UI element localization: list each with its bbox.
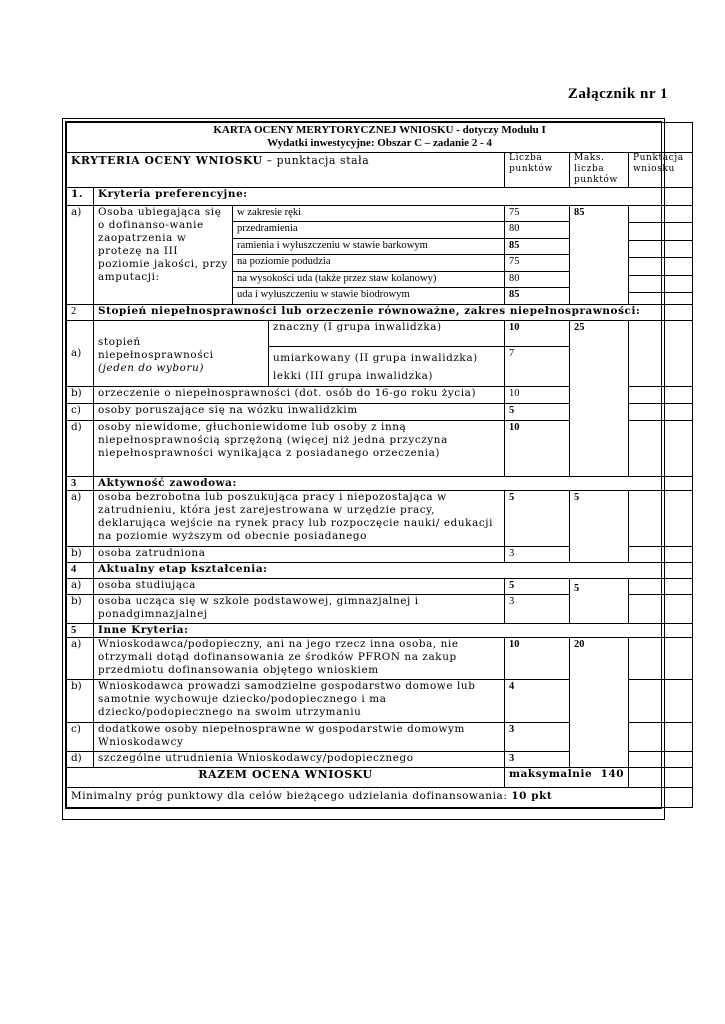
s4-a: osoba studiująca: [94, 579, 505, 595]
s1-a-label: a): [67, 206, 94, 305]
section-2-title: Stopień niepełnosprawności lub orzeczenie równoważne, zakres niepełnosprawności:: [94, 305, 693, 321]
s5-c-score[interactable]: [629, 723, 693, 752]
score-header: Punktacja wniosku: [629, 153, 693, 188]
section-4-number: 4: [67, 563, 94, 579]
s2-d-label: d): [67, 421, 94, 477]
section-2-header: [67, 305, 693, 321]
s3-max: 5: [570, 491, 629, 563]
s5-a-pts: 10: [505, 638, 570, 680]
s2-a-row-1: [67, 321, 693, 347]
s4-a-pts: 5: [505, 579, 570, 595]
s1-opt-6: uda i wyłuszczeniu w stawie biodrowym: [233, 288, 505, 305]
s1-opt-5-pts: 80: [505, 272, 570, 288]
s5-c-label: c): [67, 723, 94, 752]
s2-a1: znaczny (I grupa inwalidzka): [269, 321, 505, 347]
s1-score[interactable]: [629, 206, 693, 305]
s5-b-score[interactable]: [629, 680, 693, 723]
s1-opt-4-pts: 75: [505, 255, 570, 272]
total-score[interactable]: [629, 768, 693, 788]
s2-a1-pts: 10: [505, 321, 570, 347]
s5-a: Wnioskodawca/podopieczny, ani na jego rzecz inna osoba, nie otrzymali dotąd dofinansowania ze środków PFRON na zakup przedmiotu dofinansowania objętego wnioskiem: [94, 638, 505, 680]
section-3-header: [67, 477, 693, 491]
section-5-title: Inne Kryteria:: [94, 624, 693, 638]
s3-b-pts: 3: [505, 547, 570, 563]
section-3-number: 3: [67, 477, 94, 491]
s2-a-label: a): [67, 321, 94, 387]
s1-opt-5: na wysokości uda (także przez staw kolanowy): [233, 272, 505, 288]
s4-max: 5: [570, 579, 629, 624]
evaluation-card: [65, 121, 684, 809]
s2-b: orzeczenie o niepełnosprawności (dot. osób do 16-go roku życia): [94, 387, 505, 404]
footer-text: Minimalny próg punktowy dla celów bieżącego udzielania dofinansowania:: [71, 790, 512, 802]
s5-d-label: d): [67, 752, 94, 768]
s1-opt-4: na poziomie podudzia: [233, 255, 505, 272]
section-1-title: Kryteria preferencyjne:: [94, 188, 693, 206]
header-row: [67, 153, 693, 188]
s3-b: osoba zatrudniona: [94, 547, 505, 563]
card-title-line1: KARTA OCENY MERYTORYCZNEJ WNIOSKU - dotyczy Modułu I: [213, 124, 546, 136]
s1-row-1: [67, 206, 693, 222]
s3-a-label: a): [67, 491, 94, 547]
s4-b: osoba ucząca się w szkole podstawowej, gimnazjalnej i ponadgimnazjalnej: [94, 595, 505, 624]
evaluation-table: [66, 122, 693, 808]
section-4-title: Aktualny etap kształcenia:: [94, 563, 693, 579]
s5-a-row: [67, 638, 693, 680]
criteria-header-bold: KRYTERIA OCENY WNIOSKU: [71, 154, 263, 167]
footer-value: 10 pkt: [511, 790, 553, 802]
s3-a-row: [67, 491, 693, 547]
criteria-header-rest: – punktacja stała: [262, 154, 370, 167]
s2-a-desc-cell: [94, 321, 269, 387]
s4-b-label: b): [67, 595, 94, 624]
total-label: RAZEM OCENA WNIOSKU: [67, 768, 505, 788]
s2-c-pts: 5: [505, 404, 570, 421]
total-row: [67, 768, 693, 788]
section-1-header: [67, 188, 693, 206]
s4-a-score[interactable]: [629, 579, 693, 595]
s1-opt-1-pts: 75: [505, 206, 570, 222]
s5-max: 20: [570, 638, 629, 768]
s5-c-pts: 3: [505, 723, 570, 752]
s2-a23-cell: [269, 347, 505, 387]
section-2-number: 2: [67, 305, 94, 321]
section-4-header: [67, 563, 693, 579]
s1-opt-3-pts: 85: [505, 239, 570, 255]
s2-c-score[interactable]: [629, 404, 693, 421]
s1-a-desc: Osoba ubiegająca się o dofinanso-wanie zaopatrzenia w protezę na III poziomie jakości, przy amputacji:: [94, 206, 233, 305]
footer-row: [67, 788, 693, 808]
s2-b-pts: 10: [505, 387, 570, 404]
s2-d-score[interactable]: [629, 421, 693, 477]
s2-a-desc: stopień niepełnosprawności: [98, 336, 214, 361]
card-title-line2: Wydatki inwestycyjne: Obszar C – zadanie 2 - 4: [267, 137, 492, 149]
s2-a23-pts: 7: [505, 347, 570, 387]
s2-d-pts: 10: [505, 421, 570, 477]
s4-b-pts: 3: [505, 595, 570, 624]
s5-c: dodatkowe osoby niepełnosprawne w gospodarstwie domowym Wnioskodawcy: [94, 723, 505, 752]
s2-a-score[interactable]: [629, 321, 693, 387]
s2-b-label: b): [67, 387, 94, 404]
s5-b: Wnioskodawca prowadzi samodzielne gospodarstwo domowe lub samotnie wychowuje dziecko/podopiecznego i ma dziecko/podopiecznego na swoim utrzymaniu: [94, 680, 505, 723]
total-value: maksymalnie 140: [505, 768, 629, 788]
s1-opt-6-pts: 85: [505, 288, 570, 305]
s1-max: 85: [570, 206, 629, 305]
s2-a3: lekki (III grupa inwalidzka): [273, 370, 434, 382]
s4-a-row: [67, 579, 693, 595]
s2-c: osoby poruszające się na wózku inwalidzkim: [94, 404, 505, 421]
s5-d: szczególne utrudnienia Wnioskodawcy/podopiecznego: [94, 752, 505, 768]
section-1-number: 1.: [67, 188, 94, 206]
footer-cell: [67, 788, 693, 808]
points-header: Liczba punktów: [505, 153, 570, 188]
section-5-header: [67, 624, 693, 638]
section-3-title: Aktywność zawodowa:: [94, 477, 693, 491]
s2-a2: umiarkowany (II grupa inwalidzka): [273, 352, 478, 364]
criteria-header: [67, 153, 505, 188]
s3-a-score[interactable]: [629, 491, 693, 547]
card-title: [67, 123, 693, 153]
s1-opt-2: przedramienia: [233, 222, 505, 239]
s5-d-pts: 3: [505, 752, 570, 768]
s1-opt-2-pts: 80: [505, 222, 570, 239]
s4-b-score[interactable]: [629, 595, 693, 624]
s1-opt-1: w zakresie ręki: [233, 206, 505, 222]
s3-b-label: b): [67, 547, 94, 563]
section-5-number: 5: [67, 624, 94, 638]
attachment-label: Załącznik nr 1: [567, 86, 668, 102]
s4-a-label: a): [67, 579, 94, 595]
s2-b-score[interactable]: [629, 387, 693, 404]
s5-b-pts: 4: [505, 680, 570, 723]
s2-max: 25: [570, 321, 629, 477]
s3-a-pts: 5: [505, 491, 570, 547]
s3-a: osoba bezrobotna lub poszukująca pracy i niepozostająca w zatrudnieniu, która jest zarejestrowana w urzędzie pracy, deklarująca wejście na rynek pracy lub rozpoczęcie nauki/ edukacji na poziomie wyższym od obecnie posiadanego: [94, 491, 505, 547]
s5-b-label: b): [67, 680, 94, 723]
max-header: Maks. liczba punktów: [570, 153, 629, 188]
s2-d: osoby niewidome, głuchoniewidome lub osoby z inną niepełnosprawnością sprzężoną (więcej niż jedna przyczyna niepełnosprawności wynikająca z posiadanego orzeczenia): [94, 421, 505, 477]
s2-a-note: (jeden do wyboru): [98, 362, 205, 374]
s5-a-score[interactable]: [629, 638, 693, 680]
s5-d-score[interactable]: [629, 752, 693, 768]
s1-opt-3: ramienia i wyłuszczeniu w stawie barkowym: [233, 239, 505, 255]
s5-a-label: a): [67, 638, 94, 680]
s3-b-score[interactable]: [629, 547, 693, 563]
s2-c-label: c): [67, 404, 94, 421]
